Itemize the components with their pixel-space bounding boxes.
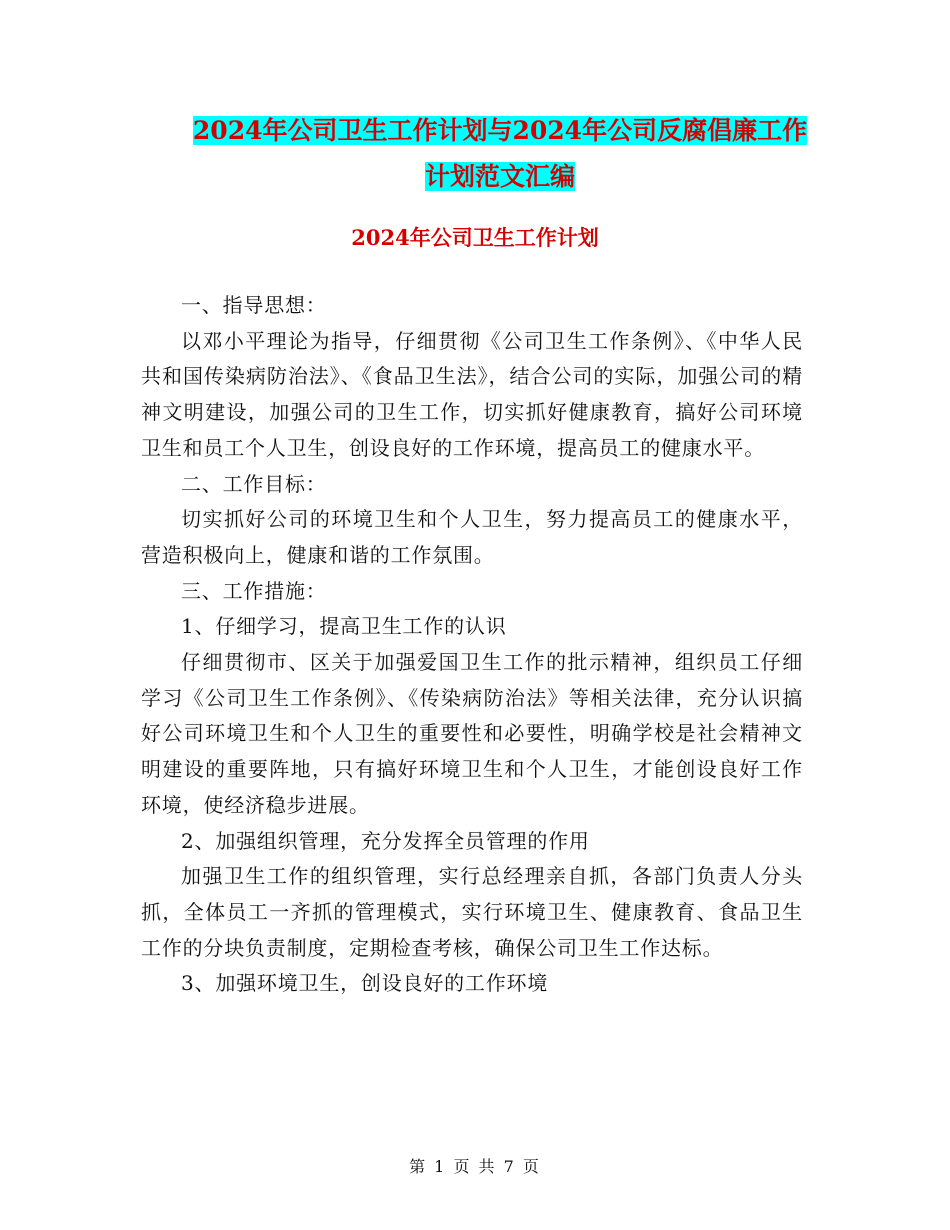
heading-work-goals: 二、工作目标： [181, 471, 327, 496]
paragraph-work-goals: 切实抓好公司的环境卫生和个人卫生，努力提高员工的健康水平，营造积极向上，健康和谐的工作氛围。 [141, 507, 803, 567]
paragraph-measure-1: 仔细贯彻市、区关于加强爱国卫生工作的批示精神，组织员工仔细学习《公司卫生工作条例》、《传染病防治法》等相关法律，充分认识搞好公司环境卫生和个人卫生的重要性和必要性，明确学校是社会精神文明建设的重要阵地，只有搞好环境卫生和个人卫生，才能创设良好工作环境，使经济稳步进展。 [141, 650, 803, 817]
document-title-line-2: 计划范文汇编 [424, 162, 575, 191]
paragraph-measure-2: 加强卫生工作的组织管理，实行总经理亲自抓，各部门负责人分头抓，全体员工一齐抓的管理模式，实行环境卫生、健康教育、食品卫生工作的分块负责制度，定期检查考核，确保公司卫生工作达标。 [141, 864, 803, 960]
document-body [141, 288, 803, 1002]
subheading-measure-3: 3、加强环境卫生，创设良好的工作环境 [181, 971, 549, 996]
subheading-measure-1: 1、仔细学习，提高卫生工作的认识 [181, 614, 507, 639]
subheading-measure-2: 2、加强组织管理，充分发挥全员管理的作用 [181, 828, 590, 853]
heading-guiding-ideology: 一、指导思想： [181, 293, 327, 317]
page-footer: 第 1 页 共 7 页 [409, 1157, 541, 1176]
heading-work-measures: 三、工作措施： [181, 578, 327, 603]
section-title: 2024年公司卫生工作计划 [351, 225, 599, 250]
document-title-line-1: 2024年公司卫生工作计划与2024年公司反腐倡廉工作 [192, 116, 808, 145]
document-title [120, 108, 880, 200]
paragraph-guiding-ideology: 以邓小平理论为指导，仔细贯彻《公司卫生工作条例》、《中华人民共和国传染病防治法》、《食品卫生法》，结合公司的实际，加强公司的精神文明建设，加强公司的卫生工作，切实抓好健康教育，搞好公司环境卫生和员工个人卫生，创设良好的工作环境，提高员工的健康水平。 [141, 328, 803, 460]
